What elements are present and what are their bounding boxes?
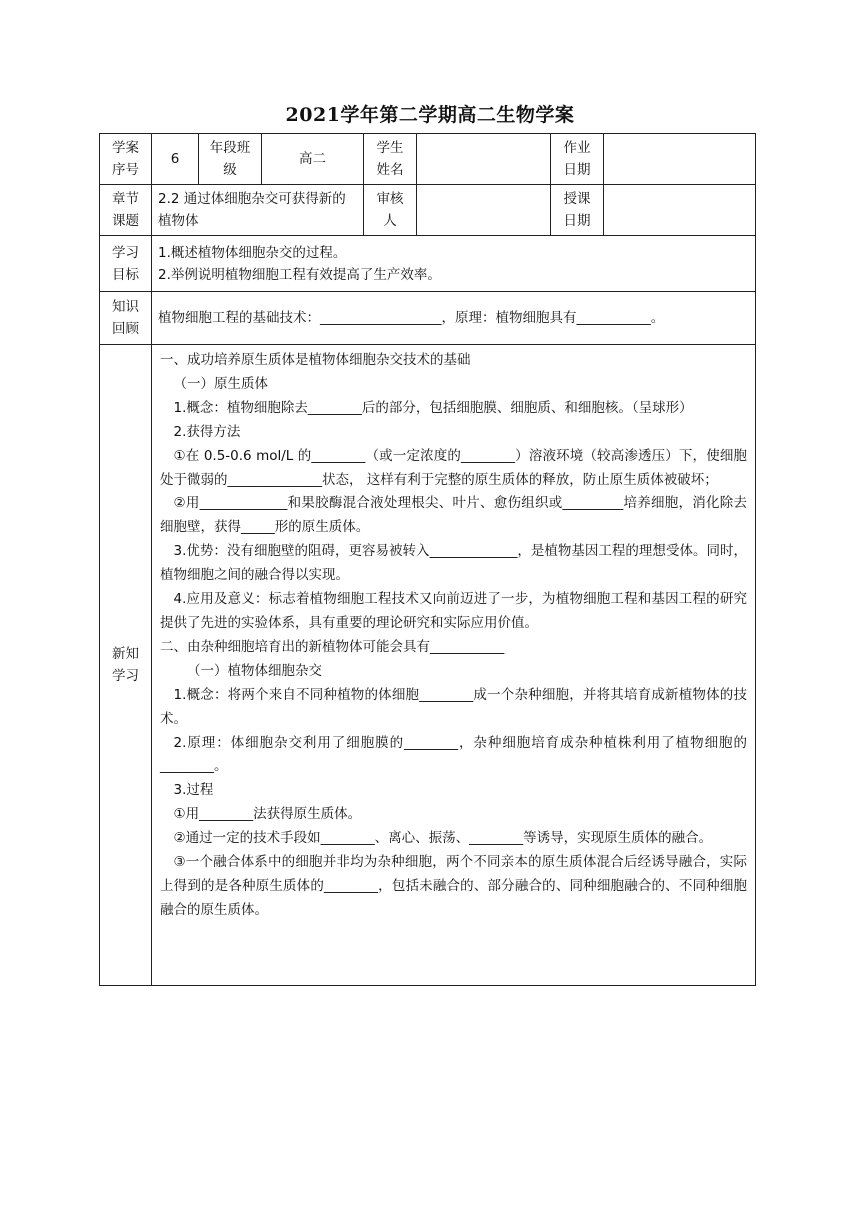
lesson-plan-table bbox=[99, 133, 756, 986]
topic-row bbox=[100, 185, 756, 236]
paragraph: 3.过程 bbox=[173, 782, 214, 799]
new-learning-content bbox=[152, 345, 756, 986]
paragraph: ②通过一定的技术手段如________、离心、振荡、________等诱导，实现原生质体的融合。 bbox=[173, 830, 713, 847]
goals-content bbox=[152, 236, 756, 292]
teach-date-field[interactable] bbox=[604, 185, 756, 236]
paragraph: 2.原理：体细胞杂交利用了细胞膜的________，杂种细胞培育成杂种植株利用了植物细胞的________。 bbox=[160, 734, 747, 775]
new-learning-label: 新知学习 bbox=[100, 345, 152, 986]
grade-class-value: 高二 bbox=[262, 134, 364, 185]
topic-value: 2.2 通过体细胞杂交可获得新的植物体 bbox=[152, 185, 364, 236]
page-title: 2021学年第二学期高二生物学案 bbox=[285, 104, 575, 126]
review-content: 植物细胞工程的基础技术：__________________，原理：植物细胞具有___________。 bbox=[152, 292, 756, 345]
topic-label: 章节课题 bbox=[100, 185, 152, 236]
goal-item: 2.举例说明植物细胞工程有效提高了生产效率。 bbox=[158, 266, 441, 283]
homework-date-field[interactable] bbox=[604, 134, 756, 185]
grade-class-label: 年段班级 bbox=[199, 134, 262, 185]
paragraph: 3.优势：没有细胞壁的阻碍，更容易被转入_____________，是植物基因工程的理想受体。同时，植物细胞之间的融合得以实现。 bbox=[160, 543, 747, 584]
lesson-no-label: 学案序号 bbox=[100, 134, 152, 185]
student-name-field[interactable] bbox=[417, 134, 551, 185]
section-heading: 一、成功培养原生质体是植物体细胞杂交技术的基础 bbox=[160, 352, 471, 368]
paragraph: ①在 0.5-0.6 mol/L 的________（或一定浓度的________）溶液环境（较高渗透压）下，使细胞处于微弱的______________状态， 这样有利于完整的原生质体的释放，防止原生质体被破坏； bbox=[160, 447, 747, 488]
paragraph: ③一个融合体系中的细胞并非均为杂种细胞，两个不同亲本的原生质体混合后经诱导融合，实际上得到的是各种原生质体的________，包括未融合的、部分融合的、同种细胞融合的、不同种细胞融合的原生质体。 bbox=[160, 854, 747, 918]
lesson-no-value: 6 bbox=[152, 134, 199, 185]
subsection-heading: （一）原生质体 bbox=[173, 375, 268, 392]
paragraph: ①用________法获得原生质体。 bbox=[173, 806, 362, 823]
reviewer-label: 审核人 bbox=[364, 185, 417, 236]
student-name-label: 学生姓名 bbox=[364, 134, 417, 185]
paragraph: 1.概念：将两个来自不同种植物的体细胞________成一个杂种细胞，并将其培育成新植物体的技术。 bbox=[160, 686, 747, 727]
review-label: 知识回顾 bbox=[100, 292, 152, 345]
paragraph: 1.概念：植物细胞除去________后的部分，包括细胞膜、细胞质、和细胞核。（呈球形） bbox=[173, 399, 693, 416]
goals-label: 学习目标 bbox=[100, 236, 152, 292]
subsection-heading: （一）植物体细胞杂交 bbox=[187, 662, 322, 679]
homework-date-label: 作业日期 bbox=[551, 134, 604, 185]
section-heading: 二、由杂种细胞培育出的新植物体可能会具有___________ bbox=[160, 638, 505, 655]
teach-date-label: 授课日期 bbox=[551, 185, 604, 236]
goals-row bbox=[100, 236, 756, 292]
review-row bbox=[100, 292, 756, 345]
header-row bbox=[100, 134, 756, 185]
new-learning-row bbox=[100, 345, 756, 986]
paragraph: ②用_____________和果胶酶混合液处理根尖、叶片、愈伤组织或_________培养细胞，消化除去细胞壁，获得_____形的原生质体。 bbox=[160, 495, 747, 536]
reviewer-field[interactable] bbox=[417, 185, 551, 236]
goal-item: 1.概述植物体细胞杂交的过程。 bbox=[158, 244, 347, 261]
paragraph: 2.获得方法 bbox=[173, 423, 241, 440]
paragraph: 4.应用及意义：标志着植物细胞工程技术又向前迈进了一步，为植物细胞工程和基因工程的研究提供了先进的实验体系，具有重要的理论研究和实际应用价值。 bbox=[160, 591, 747, 631]
